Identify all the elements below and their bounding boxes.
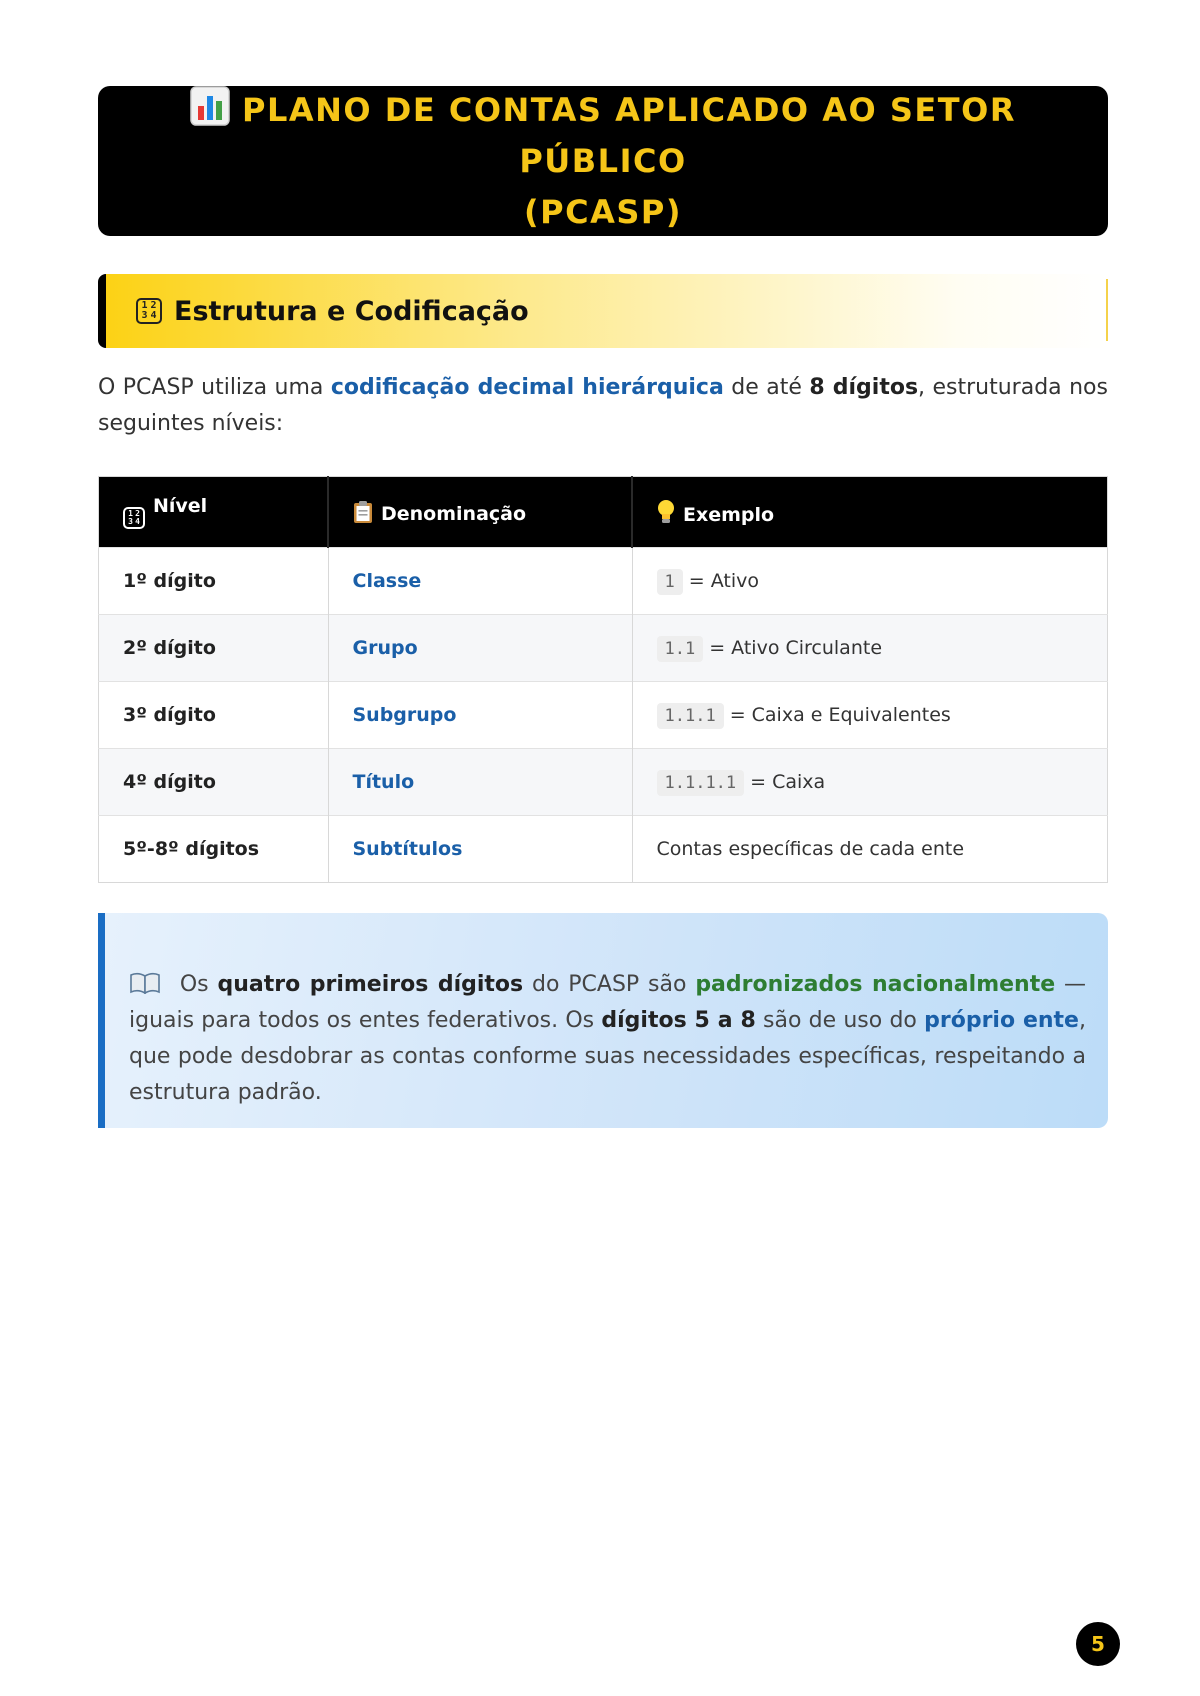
- intro-highlight-coding: codificação decimal hierárquica: [330, 375, 724, 400]
- structure-table: [98, 476, 1108, 883]
- header-name-label: Denominação: [381, 502, 527, 525]
- level-cell: 4º dígito: [99, 749, 329, 816]
- note-highlight-own-entity: próprio ente: [924, 1008, 1079, 1033]
- header-level-label: Nível: [153, 495, 208, 517]
- table-header-row: [99, 477, 1108, 548]
- table-row: [99, 615, 1108, 682]
- name-cell: Título: [328, 749, 632, 816]
- bar-chart-icon: [190, 86, 230, 126]
- level-cell: 2º dígito: [99, 615, 329, 682]
- table-row: [99, 816, 1108, 883]
- name-cell: Subgrupo: [328, 682, 632, 749]
- example-text: = Ativo Circulante: [709, 637, 883, 659]
- note-text-3: — iguais para todos os entes federativos. Os: [129, 972, 1087, 1033]
- numbers-keypad-icon: 1 2 3 4: [136, 298, 162, 324]
- title-line-2: (PCASP): [524, 192, 682, 231]
- note-bold-first-digits: quatro primeiros dígitos: [217, 972, 524, 997]
- page-content: [98, 86, 1108, 1128]
- title-banner: [98, 86, 1108, 236]
- name-cell: Subtítulos: [328, 816, 632, 883]
- note-highlight-national: padronizados nacionalmente: [695, 972, 1056, 997]
- intro-text-3: , estruturada nos seguintes níveis:: [98, 375, 1108, 436]
- table-row: [99, 749, 1108, 816]
- example-text: = Caixa e Equivalentes: [729, 704, 951, 726]
- note-bold-digits-5-8: dígitos 5 a 8: [601, 1008, 756, 1033]
- header-example-label: Exemplo: [683, 503, 775, 526]
- example-cell: [632, 749, 1108, 816]
- code-chip: 1.1.1.1: [657, 770, 745, 796]
- table-row: [99, 548, 1108, 615]
- code-chip: 1.1: [657, 636, 704, 662]
- code-chip: 1: [657, 569, 683, 595]
- note-text-1: Os: [171, 972, 218, 997]
- name-cell: Classe: [328, 548, 632, 615]
- level-cell: 5º-8º dígitos: [99, 816, 329, 883]
- intro-highlight-digits: 8 dígitos: [809, 375, 919, 400]
- name-cell: Grupo: [328, 615, 632, 682]
- title-line-1: PLANO DE CONTAS APLICADO AO SETOR PÚBLICO: [242, 90, 1016, 180]
- page-title: [138, 85, 1068, 238]
- note-text-2: do PCASP são: [523, 972, 696, 997]
- open-book-icon: [129, 972, 161, 994]
- section-title: Estrutura e Codificação: [174, 295, 529, 327]
- example-cell: [632, 548, 1108, 615]
- header-example: [632, 477, 1108, 548]
- example-text: Contas específicas de cada ente: [656, 838, 965, 860]
- example-text: = Ativo: [688, 570, 759, 592]
- lightbulb-icon: [657, 499, 675, 525]
- intro-text-2: de até: [723, 375, 810, 400]
- note-text-4: são de uso do: [755, 1008, 925, 1033]
- intro-text-1: O PCASP utiliza uma: [98, 375, 331, 400]
- info-note: [98, 913, 1108, 1128]
- table-row: [99, 682, 1108, 749]
- code-chip: 1.1.1: [657, 703, 724, 729]
- example-cell: [632, 682, 1108, 749]
- header-name: [328, 477, 632, 548]
- numbers-keypad-icon: 1 2 3 4: [123, 507, 145, 529]
- clipboard-icon: [353, 500, 373, 524]
- example-cell: [632, 816, 1108, 883]
- level-cell: 1º dígito: [99, 548, 329, 615]
- header-level: [99, 477, 329, 548]
- level-cell: 3º dígito: [99, 682, 329, 749]
- example-cell: [632, 615, 1108, 682]
- page-number-badge: 5: [1076, 1622, 1120, 1666]
- note-text-5: , que pode desdobrar as contas conforme suas necessidades específicas, respeitando a estrutura padrão.: [129, 1008, 1086, 1105]
- example-text: = Caixa: [750, 771, 826, 793]
- section-header: [98, 274, 1108, 348]
- intro-paragraph: [98, 370, 1108, 442]
